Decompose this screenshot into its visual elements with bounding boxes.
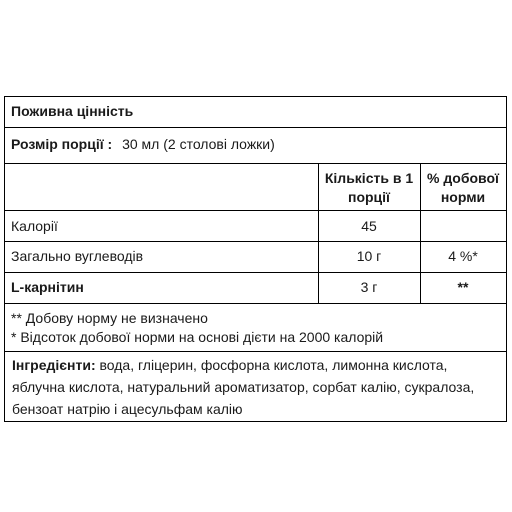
ingredients-text: вода, гліцерин, фосфорна кислота, лимонна кислота, яблучна кислота, натуральний ароматизатор, сорбат калію, сукралоза, бензоат натрію і ацесульфам калію <box>12 357 475 417</box>
header-daily-line2: норми <box>440 189 486 205</box>
row-amount-l-carnitine: 3 г <box>360 279 378 295</box>
row-name-carbs: Загально вуглеводів <box>11 248 144 264</box>
divider <box>5 272 506 273</box>
ingredients-label: Інгредієнти: <box>12 357 96 373</box>
divider <box>5 210 506 211</box>
serving-size <box>11 135 275 154</box>
divider <box>5 241 506 242</box>
row-name-l-carnitine: L-карнітин <box>11 279 84 295</box>
row-daily-carbs: 4 %* <box>448 248 478 264</box>
header-daily-line1: % добової <box>427 170 499 186</box>
panel-title: Поживна цінність <box>11 103 134 119</box>
header-amount-line1: Кількість в 1 <box>324 170 414 186</box>
footnote-not-established: ** Добову норму не визначено <box>11 310 208 326</box>
row-amount-carbs: 10 г <box>356 248 382 264</box>
nutrition-facts-panel <box>4 96 507 422</box>
row-daily-l-carnitine: ** <box>457 279 469 295</box>
divider <box>5 163 506 164</box>
divider <box>5 127 506 128</box>
divider <box>5 303 506 304</box>
divider <box>5 351 506 352</box>
row-name-calories: Калорії <box>11 218 58 234</box>
header-amount-line2: порції <box>348 189 390 205</box>
row-amount-calories: 45 <box>361 218 377 234</box>
header-amount <box>318 169 420 207</box>
serving-size-value: 30 мл (2 столові ложки) <box>122 136 275 152</box>
serving-size-label: Розмір порції : <box>11 136 113 152</box>
header-daily-value <box>420 169 506 207</box>
footnote-daily-value: * Відсоток добової норми на основі дієти на 2000 калорій <box>11 329 384 345</box>
ingredients <box>12 354 502 420</box>
